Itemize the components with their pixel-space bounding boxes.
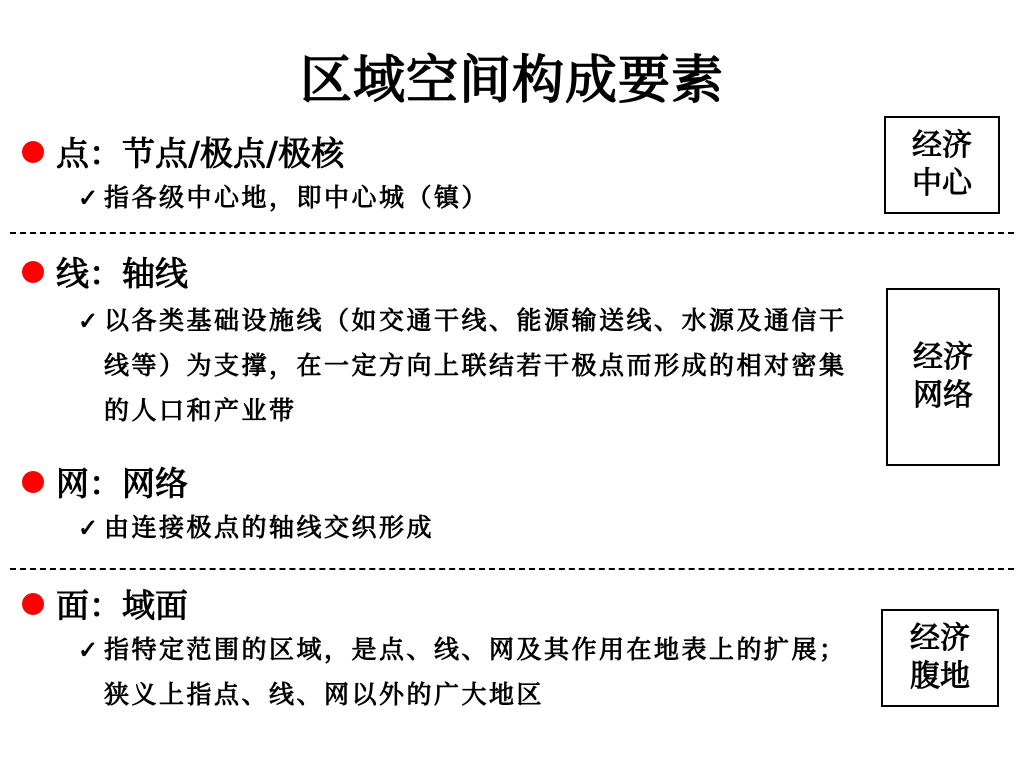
checkmark-icon: ✓: [78, 306, 99, 335]
box-line: 经济: [910, 621, 970, 656]
box-line: 腹地: [910, 659, 970, 694]
bullet-point-axis: [22, 248, 188, 295]
sub-item-axis: [78, 298, 868, 433]
checkmark-icon: ✓: [78, 635, 99, 664]
economic-center-box: [884, 116, 1000, 214]
bullet-heading: 线：轴线: [56, 254, 188, 293]
checkmark-icon: ✓: [78, 183, 99, 212]
sub-item-area: [78, 627, 868, 717]
sub-item-node: [78, 175, 868, 220]
economic-hinterland-box: [881, 609, 999, 707]
box-line: 网络: [913, 378, 973, 413]
sub-item-text: 由连接极点的轴线交织形成: [104, 513, 435, 542]
bullet-dot-icon: [22, 471, 44, 493]
sub-item-text: 指特定范围的区域，是点、线、网及其作用在地表上的扩展；狭义上指点、线、网以外的广大地区: [104, 635, 847, 709]
sub-item-text: 指各级中心地，即中心城（镇）: [104, 183, 490, 212]
box-line: 经济: [912, 128, 972, 163]
sub-item-network: [78, 505, 868, 550]
bullet-point-node: [22, 128, 344, 175]
bullet-dot-icon: [22, 261, 44, 283]
bullet-dot-icon: [22, 593, 44, 615]
dashed-divider: [10, 232, 1014, 234]
box-line: 经济: [913, 340, 973, 375]
page-title: 区域空间构成要素: [299, 51, 724, 111]
bullet-point-area: [22, 580, 188, 627]
sub-item-text: 以各类基础设施线（如交通干线、能源输送线、水源及通信干线等）为支撑，在一定方向上联结若干极点而形成的相对密集的人口和产业带: [104, 306, 847, 425]
bullet-dot-icon: [22, 141, 44, 163]
dashed-divider: [10, 568, 1014, 570]
bullet-point-network: [22, 458, 188, 505]
bullet-heading: 面：域面: [56, 586, 188, 625]
bullet-heading: 点：节点/极点/极核: [56, 134, 345, 173]
economic-network-box: [886, 288, 1000, 466]
checkmark-icon: ✓: [78, 513, 99, 542]
box-line: 中心: [912, 166, 972, 201]
bullet-heading: 网：网络: [56, 464, 188, 503]
